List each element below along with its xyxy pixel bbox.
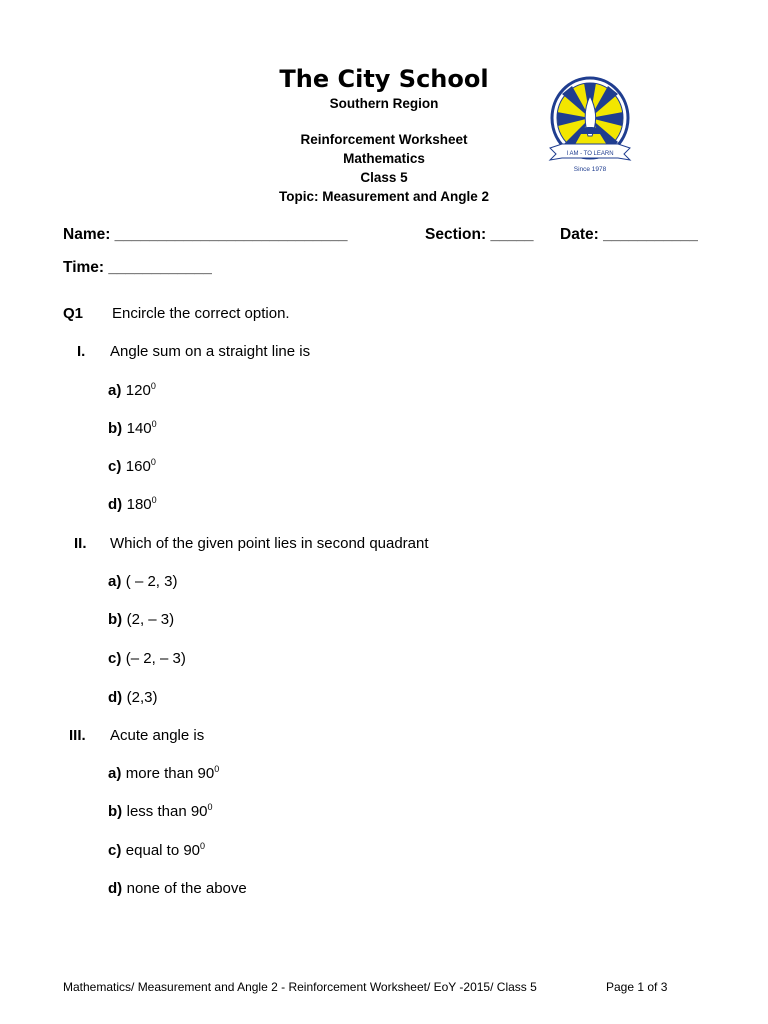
option-letter: c): [108, 650, 122, 667]
option-text: equal to $90^0$: [125, 841, 206, 859]
page-number: Page 1 of 3: [606, 980, 668, 994]
logo-motto: I AM - TO LEARN: [566, 151, 614, 157]
footer-text: Mathematics/ Measurement and Angle 2 - Reinforcement Worksheet/ EoY -2015/ Class 5: [63, 980, 537, 994]
option-letter: a): [108, 382, 122, 399]
part-numeral: I.: [77, 343, 86, 360]
option-item[interactable]: [108, 879, 247, 899]
option-item[interactable]: [108, 764, 219, 784]
name-field[interactable]: Name: ___________________________: [63, 226, 348, 243]
option-item[interactable]: [108, 649, 186, 669]
option-item[interactable]: [108, 572, 177, 592]
option-letter: d): [108, 496, 123, 513]
section-field[interactable]: Section: _____: [425, 226, 534, 243]
option-item[interactable]: [108, 495, 157, 515]
option-letter: b): [108, 803, 123, 820]
worksheet-label: Reinforcement Worksheet: [300, 132, 468, 147]
option-item[interactable]: [108, 457, 156, 477]
class-label: Class 5: [360, 170, 408, 185]
logo-since: Since 1978: [573, 166, 607, 173]
option-letter: d): [108, 689, 123, 706]
part-numeral: II.: [74, 535, 87, 552]
subject-label: Mathematics: [343, 151, 425, 166]
part-question: Angle sum on a straight line is: [110, 343, 311, 360]
time-field[interactable]: Time: ____________: [63, 259, 212, 276]
part-numeral: III.: [69, 727, 86, 744]
option-text: $140^0$: [126, 419, 157, 437]
option-item[interactable]: [108, 419, 157, 439]
option-item[interactable]: [108, 610, 174, 630]
option-item[interactable]: [108, 802, 213, 822]
option-text: less than $90^0$: [126, 802, 213, 820]
option-letter: b): [108, 611, 123, 628]
date-field[interactable]: Date: ___________: [560, 226, 698, 243]
school-title: The City School: [279, 65, 489, 93]
topic-label: Topic: Measurement and Angle 2: [278, 189, 490, 204]
option-text: ( – 2, 3): [125, 573, 178, 590]
option-text: (2, – 3): [126, 611, 175, 628]
part-question: Acute angle is: [110, 727, 205, 744]
option-letter: a): [108, 765, 122, 782]
option-letter: c): [108, 842, 122, 859]
option-letter: d): [108, 880, 123, 897]
option-letter: b): [108, 420, 123, 437]
option-item[interactable]: [108, 688, 157, 708]
school-logo: [548, 74, 632, 178]
region-label: Southern Region: [329, 96, 439, 111]
option-text: none of the above: [126, 880, 247, 897]
option-text: (2,3): [126, 689, 158, 706]
option-item[interactable]: [108, 381, 156, 401]
option-letter: c): [108, 458, 122, 475]
option-text: $120^0$: [125, 381, 156, 399]
option-text: $180^0$: [126, 495, 157, 513]
option-text: more than $90^0$: [125, 764, 220, 782]
option-text: $160^0$: [125, 457, 156, 475]
question-instruction: Encircle the correct option.: [112, 305, 290, 322]
option-item[interactable]: [108, 841, 205, 861]
option-text: (– 2, – 3): [125, 650, 186, 667]
part-question: Which of the given point lies in second quadrant: [110, 535, 429, 552]
question-number: Q1: [63, 305, 84, 322]
option-letter: a): [108, 573, 122, 590]
